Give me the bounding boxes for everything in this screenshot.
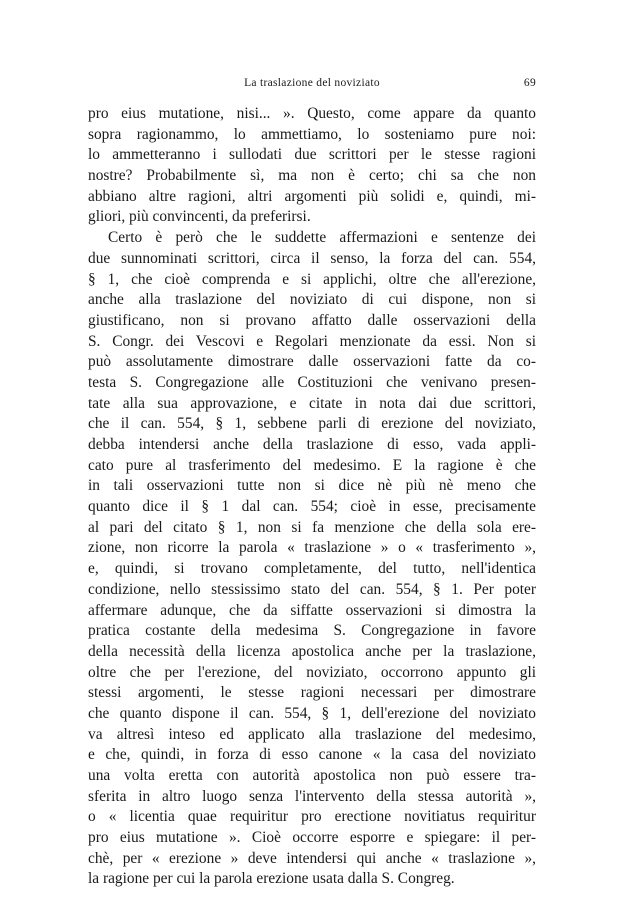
text-line: testa S. Congregazione alle Costituzioni che venivano presen- xyxy=(88,373,536,391)
text-line: lo ammetteranno i sullodati due scrittori per le stesse ragioni xyxy=(88,146,536,164)
text-line: sferita in altro luogo senza l'intervento della stessa autorità », xyxy=(88,787,536,805)
text-line: § 1, che cioè comprenda e si applichi, oltre che all'erezione, xyxy=(88,270,536,288)
text-line: una volta eretta con autorità apostolica non può essere tra- xyxy=(88,767,536,784)
text-line: la ragione per cui la parola erezione usata dalla S. Congreg. xyxy=(88,870,455,888)
text-line: nostre? Probabilmente sì, ma non è certo; chi sa che non xyxy=(88,167,536,185)
text-line: sopra ragionammo, lo ammettiamo, lo sosteniamo pure noi: xyxy=(88,125,536,143)
text-line: affermare adunque, che da siffatte osservazioni si dimostra la xyxy=(88,601,536,619)
text-line: o « licentia quae requiritur pro erectione novitiatus requiritur xyxy=(88,808,536,826)
text-line: condizione, nello stessissimo stato del can. 554, § 1. Per poter xyxy=(88,580,536,598)
text-line: Certo è però che le suddette affermazioni e sentenze dei xyxy=(108,229,536,247)
text-line: due sunnominati scrittori, circa il senso, la forza del can. 554, xyxy=(88,249,536,267)
text-line: e, quindi, si trovano completamente, del tutto, nell'identica xyxy=(88,560,536,578)
text-line: chè, per « erezione » deve intendersi qui anche « traslazione », xyxy=(88,849,536,867)
text-line: stessi argomenti, le stesse ragioni necessari per dimostrare xyxy=(88,684,536,702)
text-line: in tali osservazioni tutte non si dice nè più nè meno che xyxy=(88,477,536,495)
running-title: La traslazione del noviziato xyxy=(244,77,380,89)
text-line: abbiano altre ragioni, altri argomenti più solidi e, quindi, mi- xyxy=(88,187,536,205)
text-line: che quanto dispone il can. 554, § 1, dell'erezione del noviziato xyxy=(88,704,536,722)
text-line: S. Congr. dei Vescovi e Regolari menzionate da essi. Non si xyxy=(88,332,536,350)
text-line: pro eius mutatione ». Cioè occorre esporre e spiegare: il per- xyxy=(88,829,536,847)
text-line: pratica costante della medesima S. Congregazione in favore xyxy=(88,622,536,640)
text-line: può assolutamente dimostrare dalle osservazioni fatte da co- xyxy=(88,353,536,371)
text-line: pro eius mutatione, nisi... ». Questo, come appare da quanto xyxy=(88,105,536,122)
body-text xyxy=(88,104,536,890)
text-line: gliori, più convincenti, da preferirsi. xyxy=(88,208,311,226)
text-line: della necessità della licenza apostolica anche per la traslazione, xyxy=(88,642,536,660)
text-line: tate alla sua approvazione, e citate in nota dai due scrittori, xyxy=(88,394,536,412)
text-line: anche alla traslazione del noviziato di cui dispone, non si xyxy=(88,291,536,309)
text-line: zione, non ricorre la parola « traslazione » o « trasferimento », xyxy=(88,539,536,557)
text-line: va altresì inteso ed applicato alla traslazione del medesimo, xyxy=(88,725,536,743)
text-line: debba intendersi anche della traslazione di esso, vada appli- xyxy=(88,436,536,453)
text-line: e che, quindi, in forza di esso canone « la casa del noviziato xyxy=(88,746,536,764)
text-line: che il can. 554, § 1, sebbene parli di erezione del noviziato, xyxy=(88,415,536,433)
text-line: al pari del citato § 1, non si fa menzione che della sola ere- xyxy=(88,518,536,536)
text-line: cato pure al trasferimento del medesimo. E la ragione è che xyxy=(88,456,536,474)
page-number: 69 xyxy=(523,77,536,89)
text-line: giustificano, non si provano affatto dalle osservazioni della xyxy=(88,311,536,329)
text-line: oltre che per l'erezione, del noviziato, occorrono appunto gli xyxy=(88,663,536,681)
text-line: quanto dice il § 1 dal can. 554; cioè in esse, precisamente xyxy=(88,498,536,516)
